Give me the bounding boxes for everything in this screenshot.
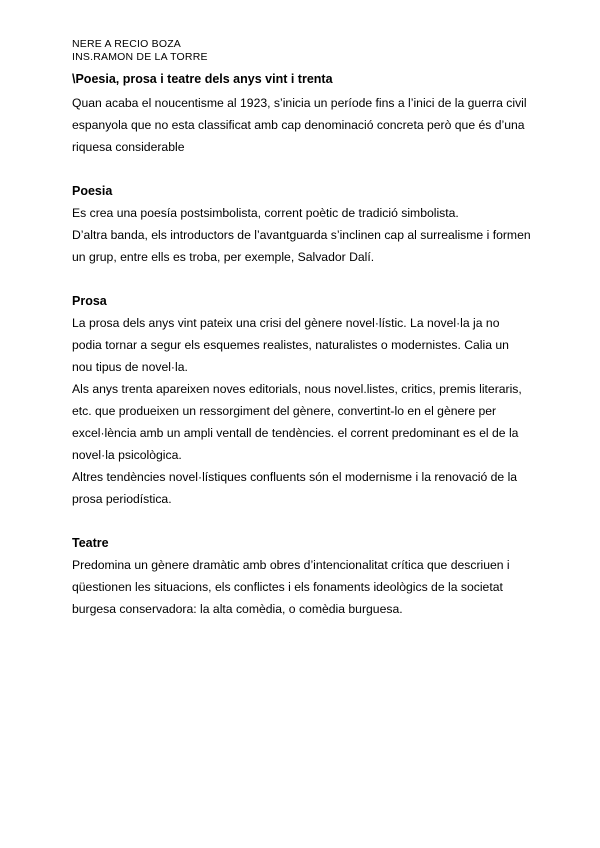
section-heading: Poesia: [72, 184, 113, 198]
paragraph: La prosa dels anys vint pateix una crisi del gènere novel·lístic. La novel·la ja no podia tornar a segur els esquemes realistes, naturalistes o modernistes. Calia un nou tipus de novel·la.: [72, 316, 509, 374]
section-heading: Prosa: [72, 294, 107, 308]
document-body: [72, 92, 532, 620]
paragraph: Es crea una poesía postsimbolista, corrent poètic de tradició simbolista.: [72, 206, 459, 220]
paragraph: D’altra banda, els introductors de l’avantguarda s’inclinen cap al surrealisme i formen un grup, entre ells es troba, per exemple, Salvador Dalí.: [72, 228, 531, 264]
section-prosa: [72, 290, 532, 510]
paragraph: Predomina un gènere dramàtic amb obres d’intencionalitat crítica que descriuen i qüestionen les situacions, els conflictes i els fonaments ideològics de la societat burgesa conservadora: la alta comèdia, o comèdia burguesa.: [72, 558, 510, 616]
intro-paragraph: Quan acaba el noucentisme al 1923, s’inicia un període fins a l’inici de la guerra civil espanyola que no esta classificat amb cap denominació concreta però que és d’una riquesa considerable: [72, 96, 527, 154]
author-name: NERE A RECIO BOZA: [72, 38, 182, 50]
document-title: \Poesia, prosa i teatre dels anys vint i trenta: [72, 72, 333, 86]
document-header: [72, 38, 208, 64]
section-teatre: [72, 532, 532, 620]
paragraph: Altres tendències novel·lístiques confluents són el modernisme i la renovació de la prosa periodística.: [72, 470, 518, 506]
school-name: INS.RAMON DE LA TORRE: [72, 51, 208, 63]
paragraph: Als anys trenta apareixen noves editorials, nous novel.listes, critics, premis literaris, etc. que produeixen un ressorgiment del gènere, convertint-lo en el gènere per excel·lència amb un ampli ventall de tendències. el corrent predominant es el de la novel·la psicològica.: [72, 382, 522, 462]
section-poesia: [72, 180, 532, 268]
section-heading: Teatre: [72, 536, 109, 550]
